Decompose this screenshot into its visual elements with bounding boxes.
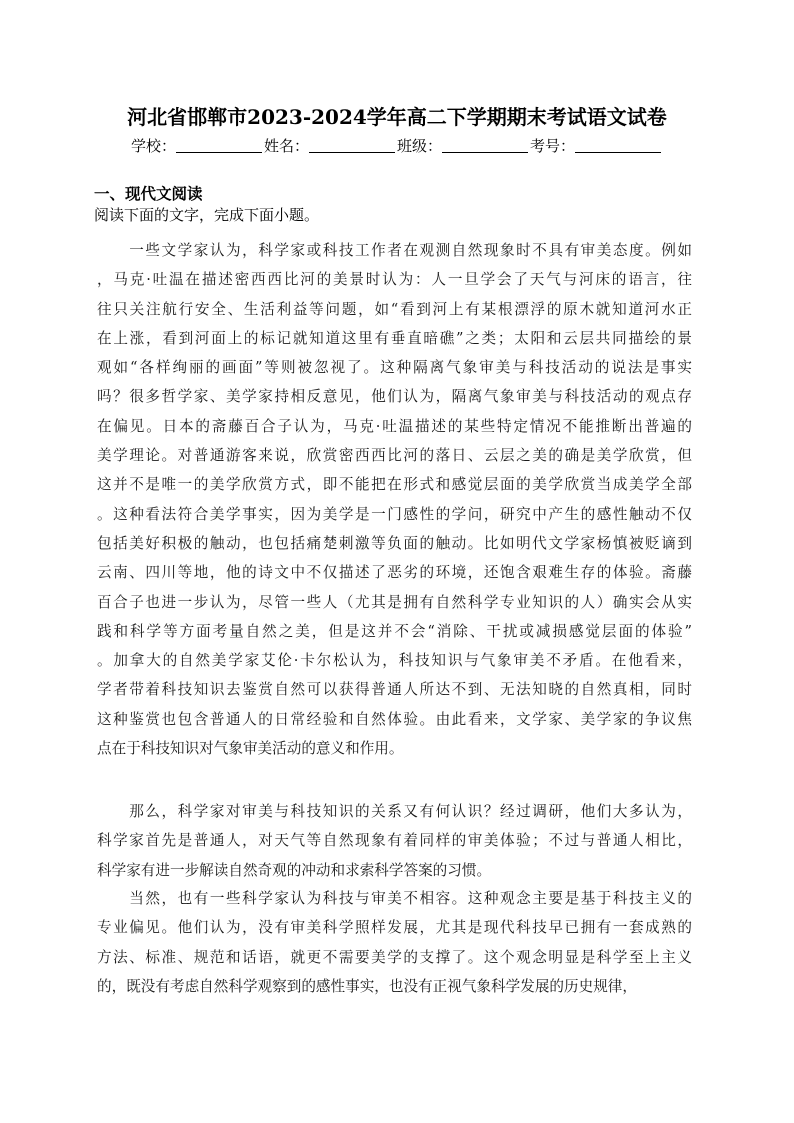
- text-line: 。加拿大的自然美学家艾伦·卡尔松认为，科技知识与气象审美不矛盾。在他看来，: [97, 652, 692, 670]
- text-line: 在偏见。日本的斋藤百合子认为，马克·吐温描述的某些特定情况不能推断出普遍的: [97, 417, 692, 435]
- exam-number-label: 考号：: [530, 137, 576, 155]
- text-line: 的，既没有考虑自然科学观察到的感性事实，也没有正视气象科学发展的历史规律，: [97, 977, 637, 995]
- text-line: 观如“各样绚丽的画面”等则被忽视了。这种隔离气象审美与科技活动的说法是事实: [97, 359, 692, 377]
- text-line: 包括美好积极的触动，也包括痛楚刺激等负面的触动。比如明代文学家杨慎被贬谪到: [97, 534, 692, 552]
- name-label: 姓名：: [263, 137, 309, 155]
- text-line: 践和科学等方面考量自然之美，但是这并不会“消除、干扰或减损感觉层面的体验”: [97, 622, 692, 640]
- school-blank[interactable]: [176, 138, 262, 153]
- text-line: 吗？很多哲学家、美学家持相反意见，他们认为，隔离气象审美与科技活动的观点存: [97, 388, 692, 406]
- text-line: 这并不是唯一的美学欣赏方式，即不能把在形式和感觉层面的美学欣赏当成美学全部: [97, 476, 692, 494]
- text-line: 百合子也进一步认为，尽管一些人（尤其是拥有自然科学专业知识的人）确实会从实: [97, 593, 692, 611]
- text-line: 那么，科学家对审美与科技知识的关系又有何认识？经过调研，他们大多认为，: [97, 803, 692, 820]
- section-heading: 一、现代文阅读: [94, 185, 203, 203]
- text-line: 学者带着科技知识去鉴赏自然可以获得普通人所达不到、无法知晓的自然真相，同时: [97, 681, 692, 699]
- reading-instruction: 阅读下面的文字，完成下面小题。: [94, 206, 320, 224]
- text-line: 一些文学家认为，科学家或科技工作者在观测自然现象时不具有审美态度。例如: [97, 242, 692, 259]
- name-blank[interactable]: [309, 138, 395, 153]
- document-title: 河北省邯郸市2023-2024学年高二下学期期末考试语文试卷: [127, 105, 667, 129]
- text-line: 专业偏见。他们认为，没有审美科学照样发展，尤其是现代科技早已拥有一套成熟的: [97, 919, 692, 937]
- paragraph-3: [97, 884, 692, 1001]
- text-line: 科学家有进一步解读自然奇观的冲动和求索科学答案的习惯。: [97, 861, 492, 879]
- student-info-line: [0, 135, 794, 156]
- text-line: ，马克·吐温在描述密西西比河的美景时认为：人一旦学会了天气与河床的语言，往: [97, 271, 692, 289]
- text-line: 点在于科技知识对气象审美活动的意义和作用。: [97, 740, 404, 758]
- class-label: 班级：: [397, 137, 443, 155]
- paragraph-2: [97, 797, 692, 885]
- text-line: 科学家首先是普通人，对天气等自然现象有着同样的审美体验；不过与普通人相比，: [97, 832, 692, 850]
- text-line: 美学理论。对普通游客来说，欣赏密西西比河的落日、云层之美的确是美学欣赏，但: [97, 447, 692, 465]
- school-label: 学校：: [130, 137, 176, 155]
- text-line: 这种鉴赏也包含普通人的日常经验和自然体验。由此看来，文学家、美学家的争议焦: [97, 710, 692, 728]
- text-line: 往只关注航行安全、生活利益等问题，如“看到河上有某根漂浮的原木就知道河水正: [97, 300, 692, 318]
- class-blank[interactable]: [442, 138, 528, 153]
- paragraph-1: [97, 236, 692, 763]
- text-line: 。这种看法符合美学事实，因为美学是一门感性的学问，研究中产生的感性触动不仅: [97, 505, 692, 523]
- text-line: 在上涨，看到河面上的标记就知道这里有垂直暗礁”之类；太阳和云层共同描绘的景: [97, 329, 692, 347]
- text-line: 当然，也有一些科学家认为科技与审美不相容。这种观念主要是基于科技主义的: [97, 890, 692, 907]
- text-line: 云南、四川等地，他的诗文中不仅描述了恶劣的环境，还饱含艰难生存的体验。斋藤: [97, 564, 692, 582]
- text-line: 方法、标准、规范和话语，就更不需要美学的支撑了。这个观念明显是科学至上主义: [97, 948, 692, 966]
- exam-number-blank[interactable]: [575, 138, 661, 153]
